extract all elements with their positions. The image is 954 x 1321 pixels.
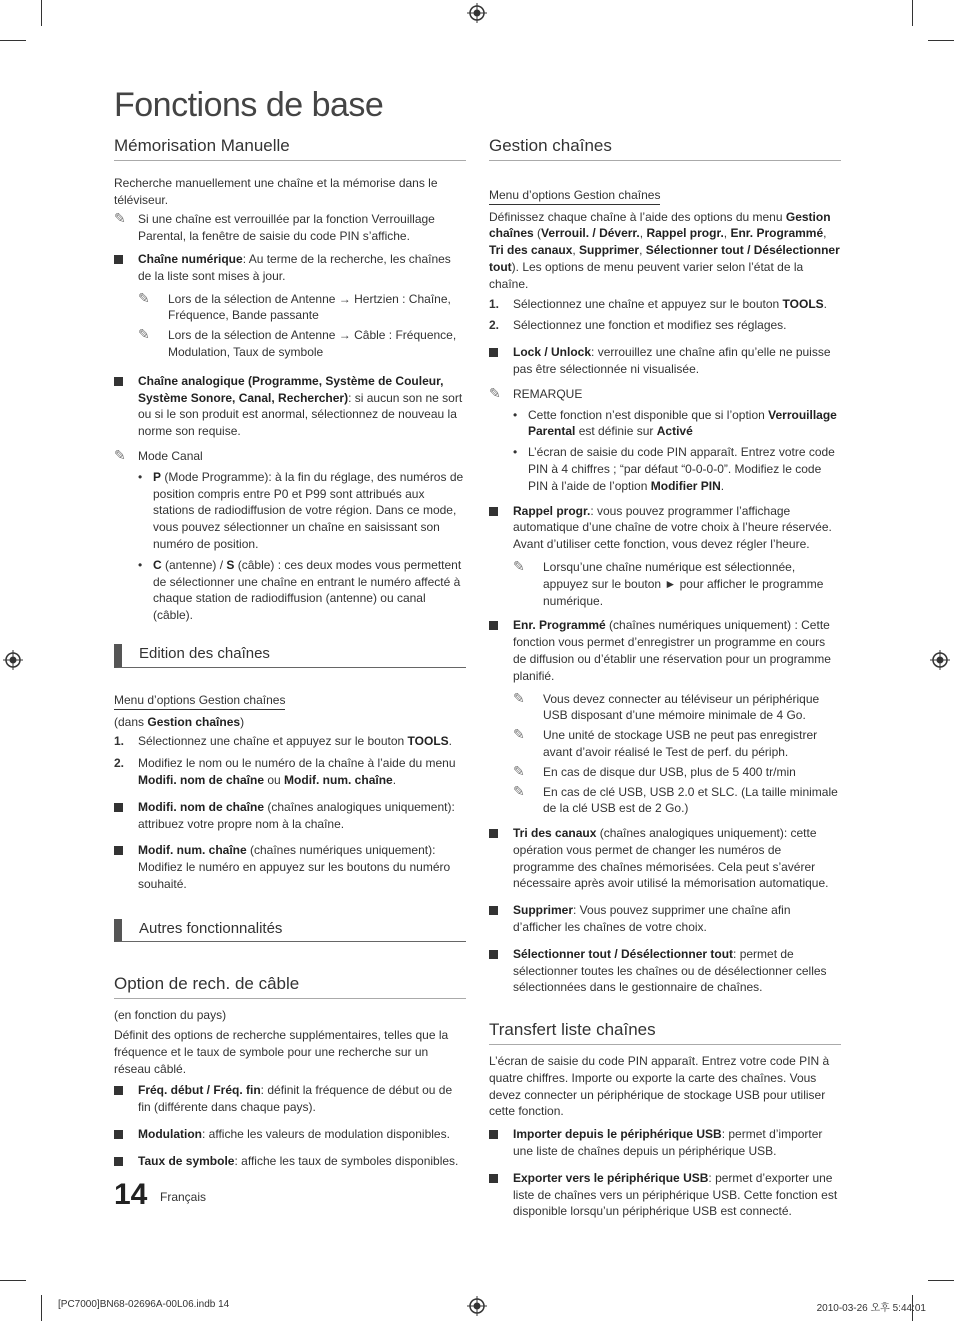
list-item: Tri des canaux (chaînes analogiques uniquement): cette opération vous permet de changer les numéros de programme des chaînes mémorisées. Cela peut s’avérer nécessaire après avoir utilisé la mémorisation automatique. <box>489 825 841 892</box>
subsection-heading-edition: Edition des chaînes <box>114 644 466 668</box>
square-bullet-icon <box>489 1130 498 1139</box>
footer-file-info: [PC7000]BN68-02696A-00L06.indb 14 <box>58 1299 230 1310</box>
bullet-dot-icon: • <box>138 469 143 484</box>
subsection-heading-autres: Autres fonctionnalités <box>114 919 466 943</box>
pencil-note-icon: ✎ <box>114 210 126 227</box>
list-item: Modulation: affiche les valeurs de modulation disponibles. <box>114 1126 466 1143</box>
page-language: Français <box>160 1190 207 1204</box>
cable-intro: Définit des options de recherche supplémentaires, telles que la fréquence et le taux de symbole pour une recherche sur un réseau câblé. <box>114 1028 449 1076</box>
crop-mark <box>41 0 42 26</box>
menu-link[interactable]: Menu d’options Gestion chaînes <box>114 692 285 710</box>
footer-timestamp: 2010-03-26 오후 5:44:01 <box>816 1303 926 1314</box>
section-heading-gestion: Gestion chaînes <box>489 138 841 161</box>
memo-intro: Recherche manuellement une chaîne et la mémorise dans le téléviseur. <box>114 175 438 207</box>
step: 2. Sélectionnez une fonction et modifiez ses réglages. <box>489 318 787 333</box>
crop-mark <box>0 1280 26 1281</box>
bullet-item: • P (Mode Programme): à la fin du réglage, des numéros de position compris entre P0 et P99 sont attribués aux stations de radiodiffusion de votre région. Dans ce mode, vous pouvez sélectionner un chaîne en saisissant son numéro de position. <box>138 469 464 551</box>
pencil-note-icon: ✎ <box>513 726 525 743</box>
square-bullet-icon <box>114 803 123 812</box>
crop-mark <box>0 40 26 41</box>
sub-note: ✎ Lors de la sélection de Antenne → Hertzien : Chaîne, Fréquence, Bande passante <box>138 289 451 323</box>
cable-context: (en fonction du pays) <box>114 1008 227 1023</box>
square-bullet-icon <box>489 507 498 516</box>
pencil-note-icon: ✎ <box>138 326 150 343</box>
list-item: Enr. Programmé (chaînes numériques uniquement) : Cette fonction vous permet d’enregistrer un programme en cours de diffusion ou d’établir une réservation pour un programme planifié. <box>489 617 841 684</box>
list-item: Modif. num. chaîne (chaînes numériques uniquement): Modifiez le numéro en appuyez sur les boutons du numéro souhaité. <box>114 842 466 892</box>
context-text: (dans Gestion chaînes) <box>114 714 245 729</box>
sub-note: ✎ Vous devez connecter au téléviseur un périphérique USB disposant d’une mémoire minimale de 4 Go. <box>513 689 820 723</box>
bullet-item: • Cette fonction n’est disponible que si l’option Verrouillage Parental est définie sur Activé <box>513 407 837 439</box>
section-heading-cable: Option de rech. de câble <box>114 976 466 999</box>
list-item: Taux de symbole: affiche les taux de symboles disponibles. <box>114 1153 466 1170</box>
note: ✎ Si une chaîne est verrouillée par la fonction Verrouillage Parental, la fenêtre de saisie du code PIN s’affiche. <box>114 210 435 244</box>
square-bullet-icon <box>489 829 498 838</box>
crop-mark <box>928 40 954 41</box>
note: ✎ Mode Canal <box>114 446 203 463</box>
list-item: Importer depuis le périphérique USB: permet d’importer une liste de chaînes depuis un périphérique USB. <box>489 1126 841 1160</box>
list-item: Modifi. nom de chaîne (chaînes analogiques uniquement): attribuez votre propre nom à la chaîne. <box>114 799 466 833</box>
bullet-dot-icon: • <box>513 407 518 422</box>
menu-link[interactable]: Menu d’options Gestion chaînes <box>489 187 660 205</box>
bullet-dot-icon: • <box>138 557 143 572</box>
sub-note: ✎ En cas de disque dur USB, plus de 5 400 tr/min <box>513 762 796 779</box>
page-title: Fonctions de base <box>114 86 384 124</box>
square-bullet-icon <box>489 950 498 959</box>
pencil-note-icon: ✎ <box>138 289 150 306</box>
step: 1. Sélectionnez une chaîne et appuyez sur le bouton TOOLS. <box>489 296 827 311</box>
square-bullet-icon <box>114 1086 123 1095</box>
section-heading-transfert: Transfert liste chaînes <box>489 1022 841 1045</box>
crop-mark <box>912 0 913 26</box>
crop-mark <box>928 1280 954 1281</box>
square-bullet-icon <box>114 1157 123 1166</box>
bullet-item: • L’écran de saisie du code PIN apparaît. Entrez votre code PIN à 4 chiffres ; “par défaut “0-0-0-0”. Modifiez le code PIN à l’aide de l’option Modifier PIN. <box>513 445 835 493</box>
square-bullet-icon <box>114 1130 123 1139</box>
list-item: Exporter vers le périphérique USB: permet d’exporter une liste de chaînes vers un périphérique USB. Cette fonction est disponible lorsqu’un périphérique USB est connecté. <box>489 1170 841 1220</box>
pencil-note-icon: ✎ <box>513 762 525 779</box>
list-item: Supprimer: Vous pouvez supprimer une chaîne afin d’afficher les chaînes de votre choix. <box>489 902 841 936</box>
sub-note: ✎ Une unité de stockage USB ne peut pas enregistrer avant d’avoir réalisé le Test de perf. du périph. <box>513 726 818 759</box>
bullet-dot-icon: • <box>513 445 518 460</box>
gestion-intro: Définissez chaque chaîne à l’aide des options du menu Gestion chaînes (Verrouil. / Déverr., Rappel progr., Enr. Programmé, Tri des canaux, Supprimer, Sélectionner tout / Désélectionner tout). Les options de menu peuvent varier selon l’état de la chaîne. <box>489 209 840 291</box>
remark: ✎ REMARQUE <box>489 384 583 401</box>
square-bullet-icon <box>489 621 498 630</box>
list-item: Chaîne numérique: Au terme de la recherche, les chaînes de la liste sont mises à jour. <box>114 251 466 285</box>
crop-mark <box>41 1295 42 1321</box>
left-column <box>114 138 466 1176</box>
registration-mark-icon <box>3 650 23 670</box>
sub-note: ✎ Lors de la sélection de Antenne → Câble : Fréquence, Modulation, Taux de symbole <box>138 326 457 359</box>
square-bullet-icon <box>114 255 123 264</box>
square-bullet-icon <box>489 348 498 357</box>
pencil-note-icon: ✎ <box>513 689 525 706</box>
list-item: Lock / Unlock: verrouillez une chaîne afin qu’elle ne puisse pas être sélectionnée ni visualisée. <box>489 344 841 378</box>
pencil-note-icon: ✎ <box>513 782 525 799</box>
step: 2. Modifiez le nom ou le numéro de la chaîne à l’aide du menu Modifi. nom de chaîne ou Modif. num. chaîne. <box>114 756 456 787</box>
list-item: Rappel progr.: vous pouvez programmer l’affichage automatique d’une chaîne de votre choix à l’heure réservée. Avant d’utiliser cette fonction, vous devez régler l’heure. <box>489 503 841 553</box>
pencil-note-icon: ✎ <box>114 446 126 463</box>
square-bullet-icon <box>489 906 498 915</box>
list-item: Chaîne analogique (Programme, Système de Couleur, Système Sonore, Canal, Rechercher): si aucun son ne sort ou si le son produit est anormal, sélectionnez de nouveau la norme son requise. <box>114 373 466 440</box>
pencil-note-icon: ✎ <box>489 384 501 401</box>
registration-mark-icon <box>467 1296 487 1316</box>
square-bullet-icon <box>114 846 123 855</box>
pencil-note-icon: ✎ <box>513 557 525 574</box>
list-item: Sélectionner tout / Désélectionner tout: permet de sélectionner toutes les chaînes ou de désélectionner celles sélectionnées dans le gestionnaire de chaînes. <box>489 946 841 996</box>
transfert-intro: L’écran de saisie du code PIN apparaît. Entrez votre code PIN à quatre chiffres. Importe ou exporte la carte des chaînes. Vous devez connecter un périphérique de stockage USB pour utiliser cette fonction. <box>489 1054 830 1119</box>
registration-mark-icon <box>930 650 950 670</box>
square-bullet-icon <box>114 377 123 386</box>
right-column <box>489 138 841 1226</box>
bullet-item: • C (antenne) / S (câble) : ces deux modes vous permettent de sélectionner une chaîne en entrant le numéro affecté à chaque station de radiodiffusion (antenne) ou canal (câble). <box>138 557 462 623</box>
step: 1. Sélectionnez une chaîne et appuyez sur le bouton TOOLS. <box>114 734 452 749</box>
section-heading-memorisation: Mémorisation Manuelle <box>114 138 466 161</box>
page-number: 14 <box>114 1178 148 1211</box>
registration-mark-icon <box>467 3 487 23</box>
list-item: Fréq. début / Fréq. fin: définit la fréquence de début ou de fin (différente dans chaque pays). <box>114 1082 466 1116</box>
sub-note: ✎ En cas de clé USB, USB 2.0 et SLC. (La taille minimale de la clé USB est de 2 Go.) <box>513 782 838 816</box>
sub-note: ✎ Lorsqu’une chaîne numérique est sélectionnée, appuyez sur le bouton ► pour afficher le programme numérique. <box>513 557 824 608</box>
square-bullet-icon <box>489 1174 498 1183</box>
